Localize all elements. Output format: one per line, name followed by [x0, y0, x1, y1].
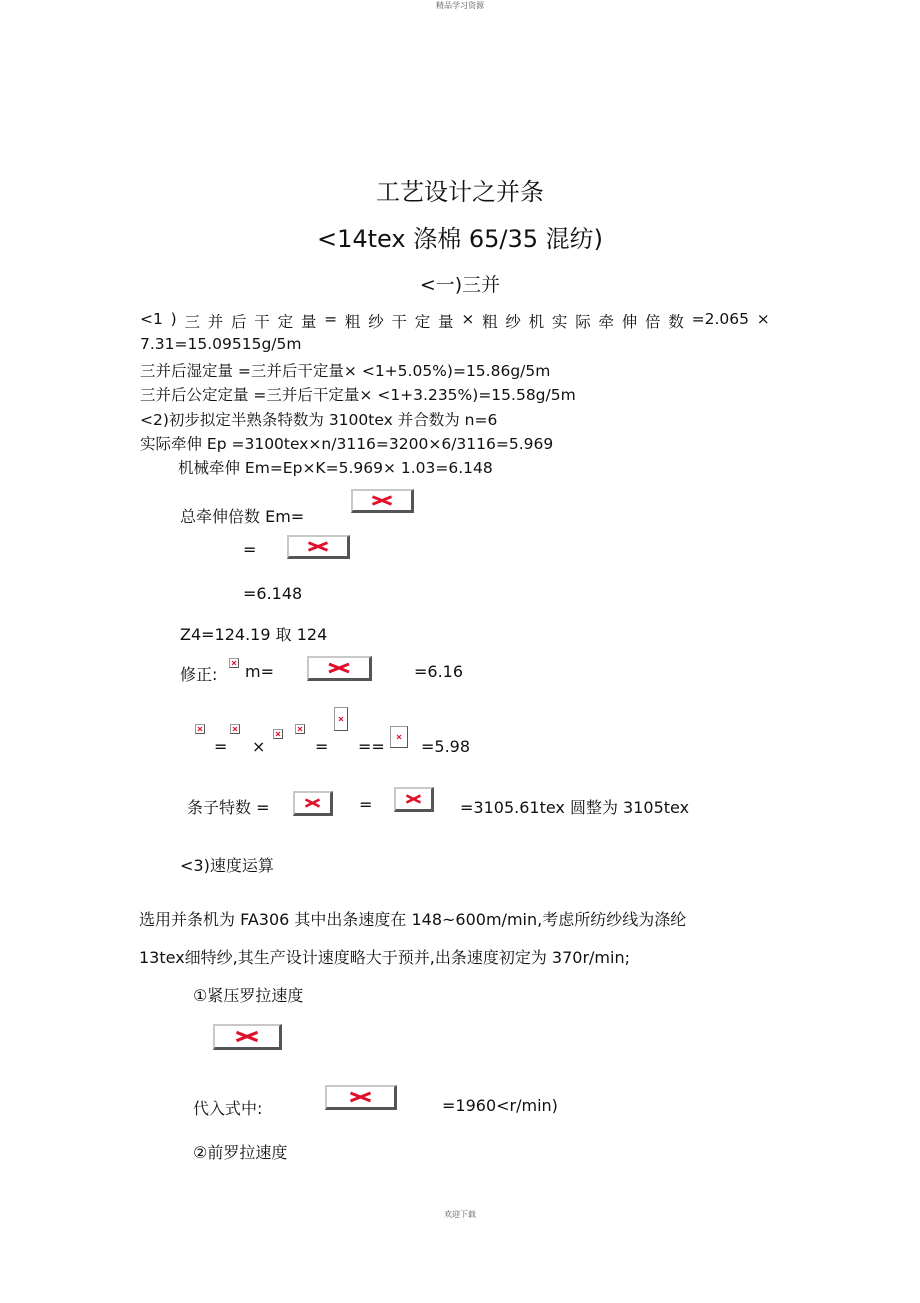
- page-header: 精品学习资源: [436, 1, 484, 10]
- broken-image-icon: [390, 726, 408, 748]
- equals-sign: =: [359, 795, 373, 814]
- m-label: m=: [245, 662, 274, 681]
- list-item-front-roller: ②前罗拉速度: [193, 1143, 288, 1162]
- text-token: 纱: [505, 313, 521, 331]
- text-token: =2.065: [691, 310, 749, 328]
- wet-weight-line: 三并后湿定量 =三并后干定量× <1+5.05%)=15.86g/5m: [140, 362, 551, 380]
- z4-line: Z4=124.19 取 124: [180, 625, 328, 644]
- equals-sign: =: [315, 737, 329, 756]
- broken-image-icon: [295, 724, 305, 734]
- text-token: 倍: [645, 313, 661, 331]
- text-token: 粗: [482, 313, 498, 331]
- broken-image-icon: [213, 1024, 282, 1050]
- text-token: 际: [575, 313, 591, 331]
- text-token: 三: [184, 313, 200, 331]
- broken-image-icon: [325, 1085, 397, 1110]
- mechanical-draft-line: 机械牵伸 Em=Ep×K=5.969× 1.03=6.148: [178, 459, 493, 477]
- document-subtitle: <14tex 涤棉 65/35 混纺): [316, 225, 604, 253]
- dry-weight-formula-line: [140, 310, 770, 332]
- sliver-count-line: <2)初步拟定半熟条特数为 3100tex 并合数为 n=6: [140, 411, 498, 429]
- broken-image-icon: [229, 658, 239, 668]
- broken-image-icon: [287, 535, 350, 559]
- text-token: 后: [231, 313, 247, 331]
- dry-weight-result: 7.31=15.09515g/5m: [140, 335, 302, 353]
- sliver-tex-label: 条子特数 =: [187, 798, 270, 817]
- document-title: 工艺设计之并条: [376, 178, 544, 206]
- broken-image-icon: [230, 724, 240, 734]
- speed-section-heading: <3)速度运算: [180, 856, 274, 875]
- times-sign: ×: [252, 737, 266, 756]
- paragraph-line: 13tex细特纱,其生产设计速度略大于预并,出条速度初定为 370r/min;: [139, 948, 630, 967]
- text-token: 量: [300, 313, 317, 331]
- broken-image-icon: [307, 656, 372, 681]
- actual-draft-line: 实际牵伸 Ep =3100tex×n/3116=3200×6/3116=5.969: [140, 435, 554, 453]
- broken-image-icon: [351, 489, 414, 513]
- official-weight-line: 三并后公定定量 =三并后干定量× <1+3.235%)=15.58g/5m: [140, 386, 576, 404]
- text-token: ): [170, 310, 177, 328]
- text-token: ×: [461, 310, 475, 328]
- total-draft-label: 总牵伸倍数 Em=: [180, 507, 305, 526]
- text-token: 量: [438, 313, 454, 331]
- equals-sign: =: [243, 540, 257, 559]
- ratio-value: =5.98: [421, 737, 471, 756]
- list-item-compact-roller: ①紧压罗拉速度: [193, 986, 304, 1005]
- broken-image-icon: [273, 729, 283, 739]
- equals-sign: =: [214, 737, 228, 756]
- text-token: ×: [756, 310, 770, 328]
- text-token: <1: [140, 310, 163, 328]
- section-heading: <一)三并: [419, 274, 501, 296]
- broken-image-icon: [195, 724, 205, 734]
- text-token: 实: [551, 313, 568, 331]
- text-token: 干: [391, 313, 407, 331]
- text-token: 牵: [598, 313, 614, 331]
- text-token: 纱: [368, 313, 384, 331]
- sliver-tex-value: =3105.61tex 圆整为 3105tex: [460, 798, 690, 817]
- broken-image-icon: [334, 707, 348, 731]
- text-token: 伸: [621, 313, 638, 331]
- broken-image-icon: [293, 791, 333, 816]
- substitute-label: 代入式中:: [193, 1099, 263, 1118]
- text-token: 干: [254, 313, 270, 331]
- paragraph-line: 选用并条机为 FA306 其中出条速度在 148~600m/min,考虑所纺纱线为涤纶: [139, 910, 687, 929]
- total-draft-value: =6.148: [243, 584, 303, 603]
- correction-label: 修正:: [180, 665, 218, 684]
- text-token: 定: [414, 313, 431, 331]
- compact-roller-speed-value: =1960<r/min): [442, 1096, 558, 1115]
- correction-value: =6.16: [414, 662, 464, 681]
- broken-image-icon: [394, 787, 434, 812]
- page-footer: 欢迎下载: [444, 1210, 476, 1219]
- text-token: 并: [207, 313, 224, 331]
- text-token: =: [324, 310, 338, 328]
- text-token: 数: [668, 313, 684, 331]
- text-token: 粗: [344, 313, 361, 331]
- text-token: 机: [528, 313, 545, 331]
- text-token: 定: [277, 313, 294, 331]
- double-equals-sign: ==: [358, 737, 385, 756]
